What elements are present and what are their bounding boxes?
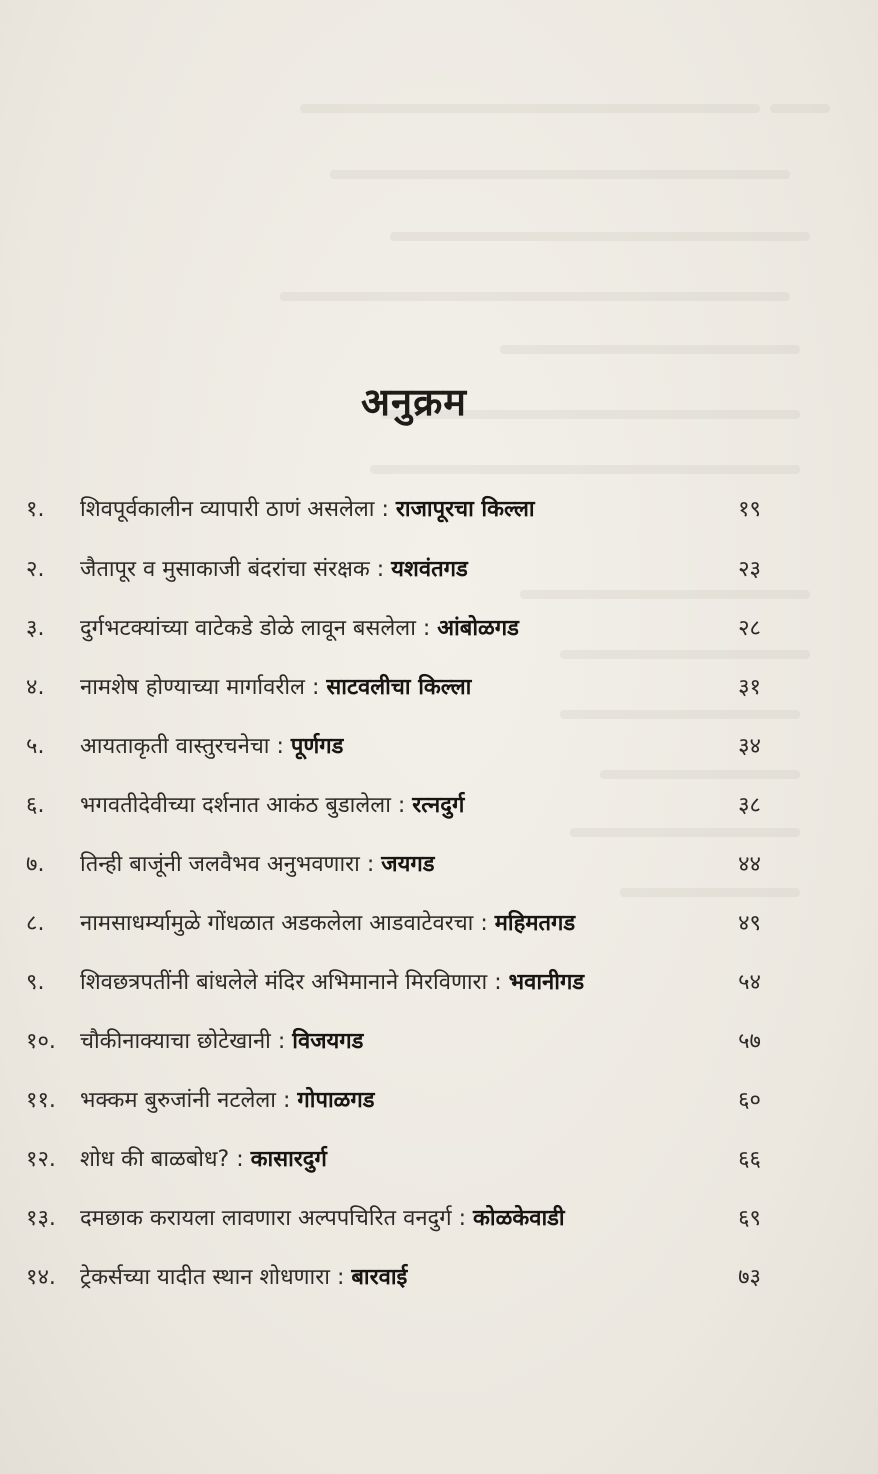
show-through-line [300, 104, 760, 113]
toc-entry-page-number: ७३ [738, 1265, 761, 1290]
toc-entry-page-number: ४९ [738, 911, 761, 936]
toc-entry-title [80, 550, 700, 590]
toc-entry [0, 668, 878, 708]
toc-entry-number: ३. [26, 616, 45, 641]
toc-entry-fort-name: जयगड [381, 852, 435, 877]
show-through-line [570, 828, 800, 837]
show-through-line [600, 770, 800, 779]
toc-entry-fort-name: कोळकेवाडी [473, 1206, 565, 1231]
toc-entry-description: दुर्गभटक्यांच्या वाटेकडे डोळे लावून बसलेला : [80, 616, 438, 641]
toc-entry-number: २. [26, 557, 45, 582]
toc-entry [0, 609, 878, 649]
toc-entry-page-number: ६९ [738, 1206, 761, 1231]
toc-entry-fort-name: विजयगड [292, 1029, 364, 1054]
toc-entry-title [80, 1258, 700, 1298]
toc-entry-fort-name: कासारदुर्ग [250, 1147, 327, 1172]
toc-entry [0, 1022, 878, 1062]
toc-entry-description: दमछाक करायला लावणारा अल्पपचिरित वनदुर्ग : [80, 1206, 473, 1231]
toc-entry-description: भगवतीदेवीच्या दर्शनात आकंठ बुडालेला : [80, 793, 413, 818]
toc-entry-title [80, 786, 700, 826]
toc-entry-number: ९. [26, 970, 45, 995]
show-through-line [560, 650, 810, 659]
toc-entry-description: शिवछत्रपतींनी बांधलेले मंदिर अभिमानाने मिरविणारा : [80, 970, 509, 995]
toc-entry-title [80, 727, 700, 767]
toc-entry-title [80, 1022, 700, 1062]
toc-entry-number: १. [26, 497, 45, 522]
toc-entry-page-number: २८ [738, 616, 761, 641]
toc-entry-page-number: २३ [738, 557, 761, 582]
toc-entry-fort-name: महिमतगड [494, 911, 576, 936]
toc-entry-description: ट्रेकर्सच्या यादीत स्थान शोधणारा : [80, 1265, 352, 1290]
toc-entry-title [80, 1199, 700, 1239]
toc-entry-fort-name: रत्नदुर्ग [412, 793, 465, 818]
toc-entry-fort-name: आंबोळगड [437, 616, 519, 641]
show-through-line [770, 104, 830, 113]
show-through-line [620, 888, 800, 897]
show-through-line [560, 710, 800, 719]
toc-entry-number: १३. [26, 1206, 56, 1231]
show-through-line [330, 170, 790, 179]
toc-entry-number: ११. [26, 1088, 56, 1113]
toc-entry-number: १२. [26, 1147, 56, 1172]
toc-entry [0, 1258, 878, 1298]
toc-entry [0, 786, 878, 826]
toc-entry-page-number: ६० [738, 1088, 761, 1113]
toc-entry [0, 1140, 878, 1180]
toc-entry [0, 727, 878, 767]
toc-entry-number: १४. [26, 1265, 56, 1290]
toc-entry [0, 904, 878, 944]
toc-entry-fort-name: बारवाई [351, 1265, 408, 1290]
toc-entry-title [80, 490, 700, 530]
toc-entry [0, 550, 878, 590]
toc-entry-page-number: ६६ [738, 1147, 761, 1172]
show-through-line [370, 465, 800, 474]
toc-entry-page-number: ३८ [738, 793, 761, 818]
toc-entry-title [80, 609, 700, 649]
toc-entry-number: ६. [26, 793, 45, 818]
toc-entry-title [80, 1140, 700, 1180]
toc-entry-number: १०. [26, 1029, 56, 1054]
toc-entry-description: शोध की बाळबोध? : [80, 1147, 251, 1172]
toc-entry-description: जैतापूर व मुसाकाजी बंदरांचा संरक्षक : [80, 557, 392, 582]
toc-entry-page-number: ५४ [738, 970, 761, 995]
toc-entry-number: ७. [26, 852, 45, 877]
toc-entry-page-number: ३१ [738, 675, 761, 700]
toc-entry-title [80, 963, 700, 1003]
toc-entry [0, 1199, 878, 1239]
page-title: अनुक्रम [360, 380, 468, 425]
toc-entry-description: चौकीनाक्याचा छोटेखानी : [80, 1029, 293, 1054]
toc-entry-page-number: ३४ [738, 734, 761, 759]
toc-entry-description: नामसाधर्म्यामुळे गोंधळात अडकलेला आडवाटेवरचा : [80, 911, 495, 936]
toc-entry-fort-name: गोपाळगड [297, 1088, 375, 1113]
show-through-line [390, 232, 810, 241]
toc-entry-description: नामशेष होण्याच्या मार्गावरील : [80, 675, 327, 700]
toc-entry-description: शिवपूर्वकालीन व्यापारी ठाणं असलेला : [80, 497, 396, 522]
toc-entry-description: आयताकृती वास्तुरचनेचा : [80, 734, 291, 759]
toc-entry-description: भक्कम बुरुजांनी नटलेला : [80, 1088, 298, 1113]
show-through-line [500, 345, 800, 354]
show-through-line [280, 292, 790, 301]
toc-entry-description: तिन्ही बाजूंनी जलवैभव अनुभवणारा : [80, 852, 382, 877]
toc-entry-title [80, 904, 700, 944]
toc-entry-title [80, 845, 700, 885]
toc-entry-page-number: ५७ [738, 1029, 761, 1054]
toc-entry-fort-name: साटवलीचा किल्ला [326, 675, 472, 700]
toc-entry-number: ८. [26, 911, 45, 936]
toc-entry [0, 490, 878, 530]
toc-entry-page-number: १९ [738, 497, 761, 522]
toc-entry-fort-name: यशवंतगड [391, 557, 468, 582]
toc-entry-page-number: ४४ [738, 852, 761, 877]
toc-entry-fort-name: राजापूरचा किल्ला [395, 497, 535, 522]
show-through-line [520, 590, 810, 599]
toc-entry-fort-name: भवानीगड [508, 970, 585, 995]
toc-entry [0, 1081, 878, 1121]
toc-entry-fort-name: पूर्णगड [290, 734, 344, 759]
toc-entry [0, 963, 878, 1003]
toc-entry-number: ५. [26, 734, 45, 759]
toc-entry-number: ४. [26, 675, 45, 700]
toc-entry-title [80, 668, 700, 708]
toc-entry [0, 845, 878, 885]
toc-entry-title [80, 1081, 700, 1121]
